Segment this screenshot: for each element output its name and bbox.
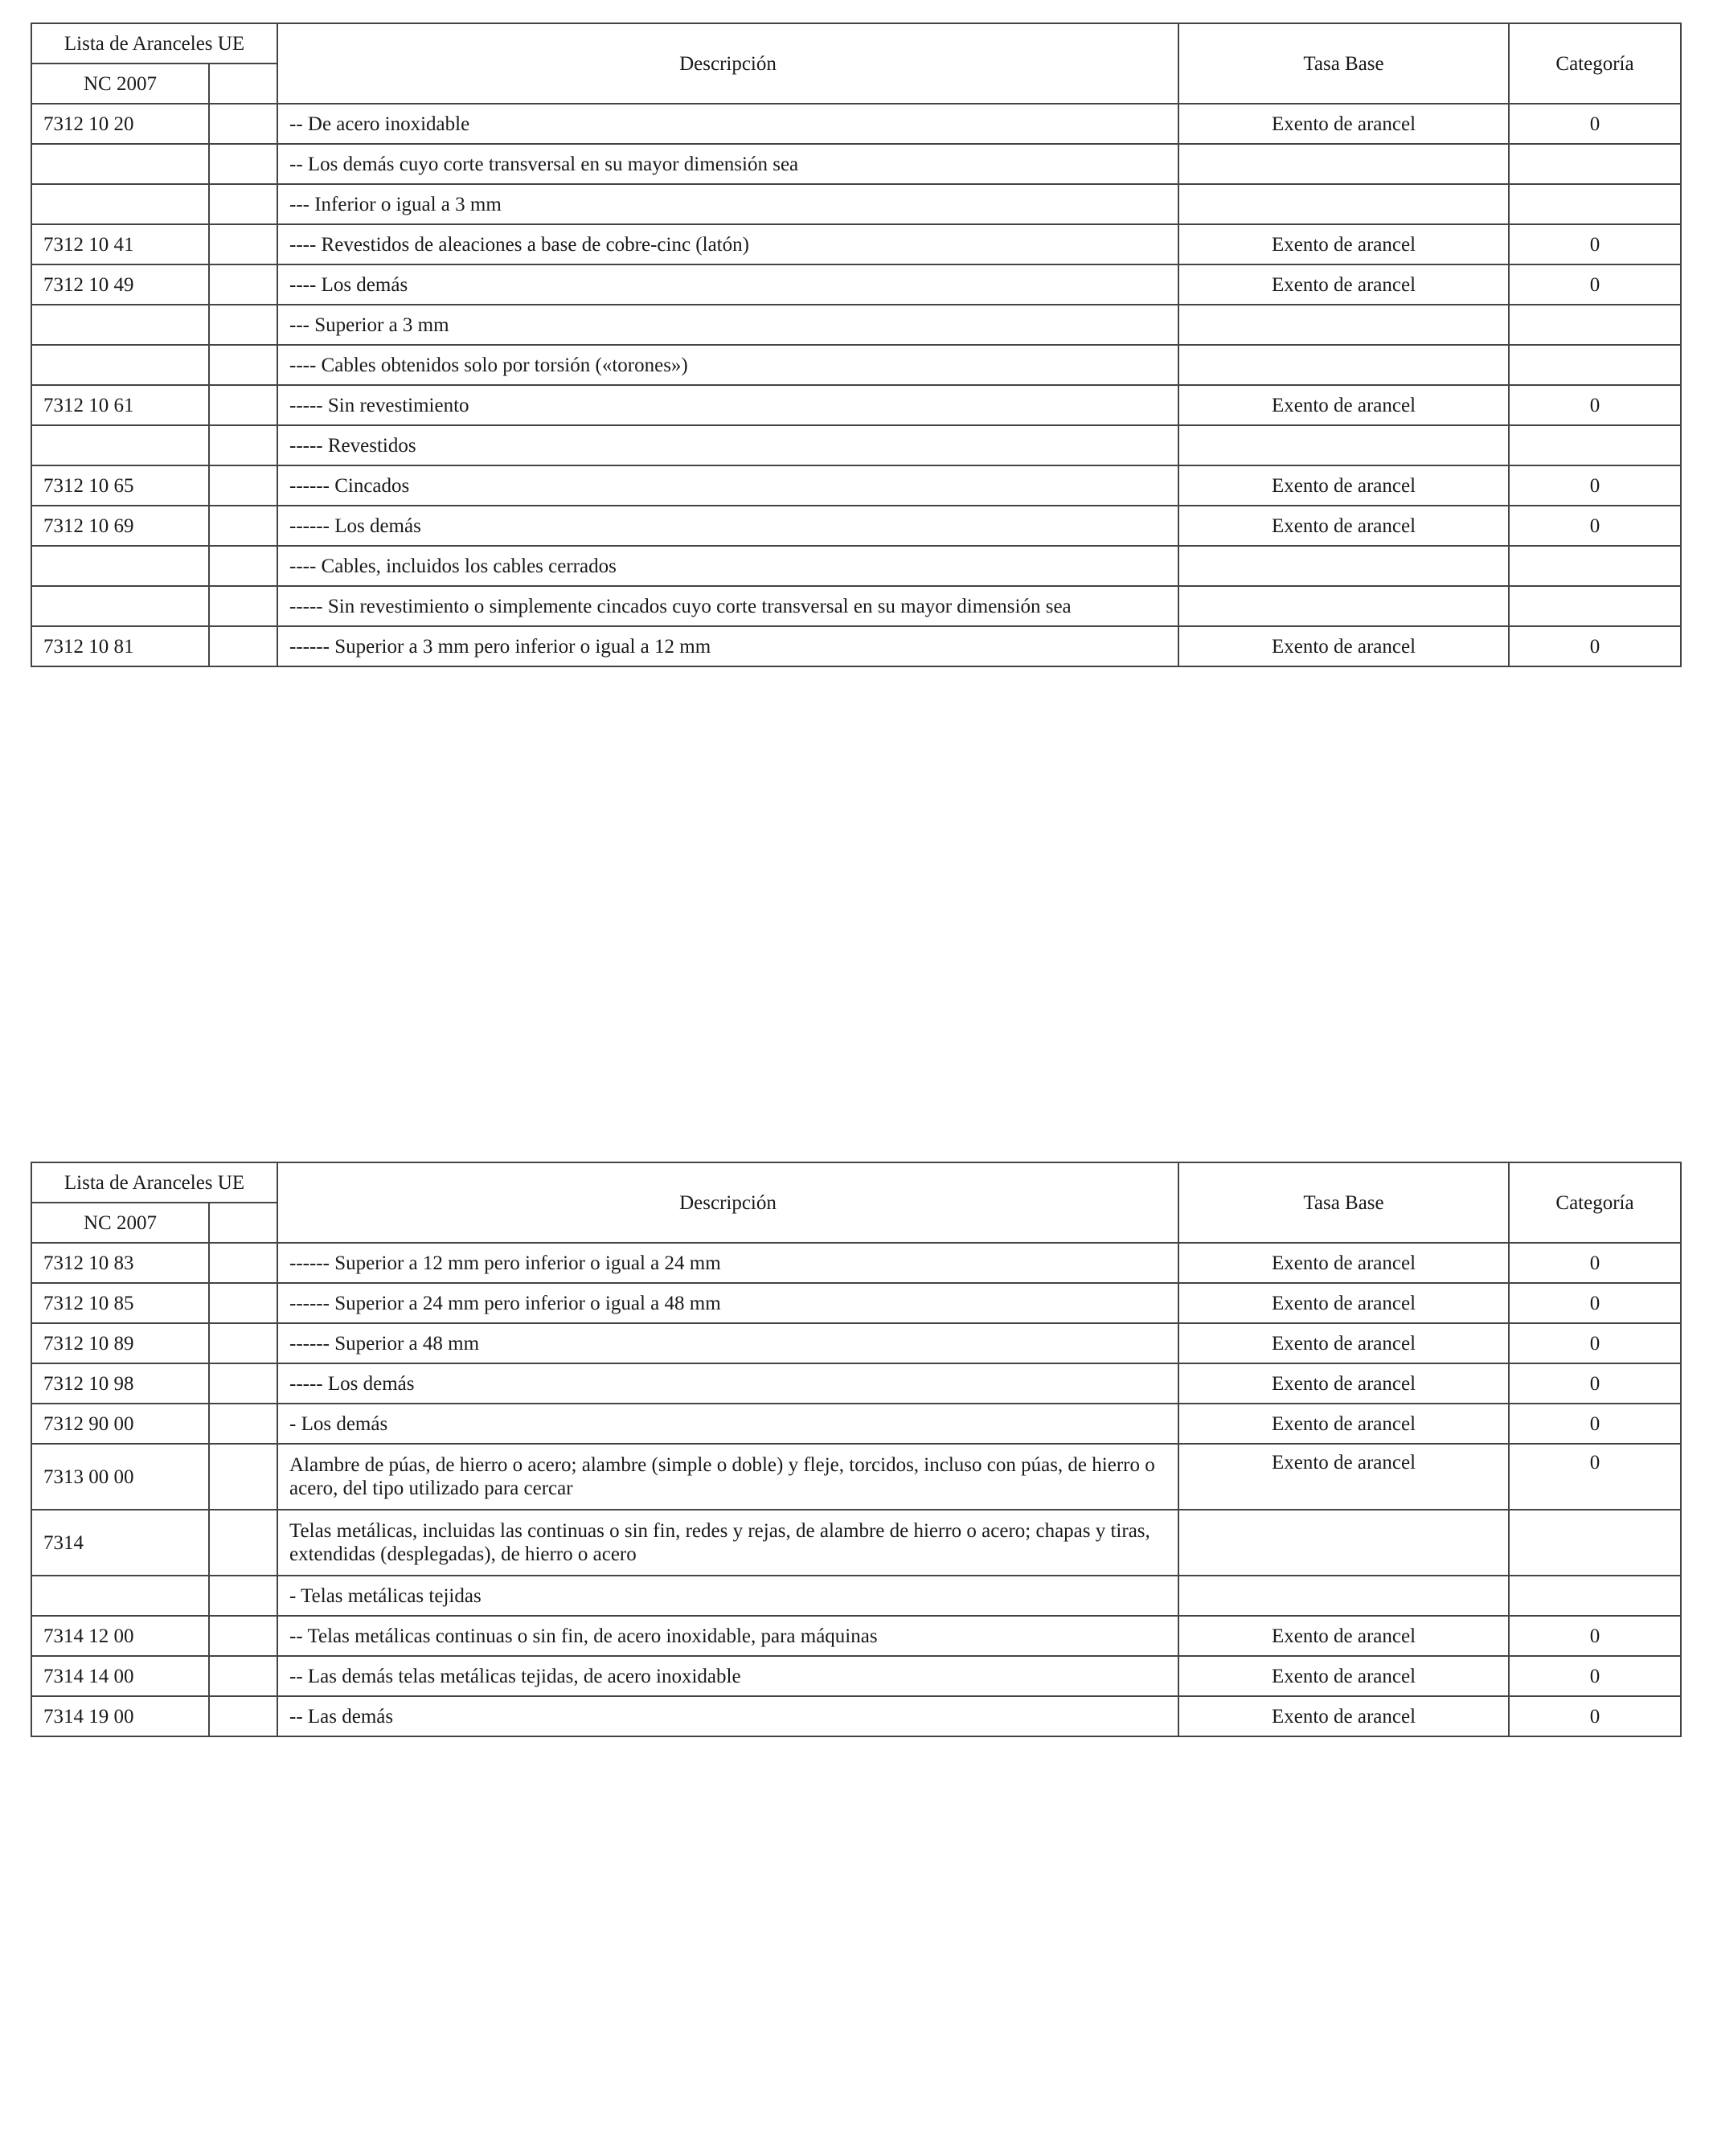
category-cell: 0 (1509, 1283, 1681, 1323)
category-cell (1509, 305, 1681, 345)
base-rate-cell (1178, 425, 1509, 465)
tariff-code-cell: 7313 00 00 (31, 1444, 209, 1510)
description-cell: ------ Cincados (277, 465, 1178, 506)
blank-cell (209, 1510, 277, 1576)
tariff-code-cell: 7312 10 81 (31, 626, 209, 666)
category-cell: 0 (1509, 1616, 1681, 1656)
category-cell: 0 (1509, 264, 1681, 305)
table-row (31, 104, 1681, 144)
tariff-code-cell: 7314 19 00 (31, 1696, 209, 1736)
description-cell: ---- Cables, incluidos los cables cerrados (277, 546, 1178, 586)
tariff-code-cell (31, 1576, 209, 1616)
header-blank (209, 64, 277, 104)
base-rate-cell (1178, 586, 1509, 626)
blank-cell (209, 425, 277, 465)
base-rate-cell: Exento de arancel (1178, 1444, 1509, 1510)
description-cell: -- Las demás telas metálicas tejidas, de acero inoxidable (277, 1656, 1178, 1696)
base-rate-cell: Exento de arancel (1178, 1616, 1509, 1656)
category-cell: 0 (1509, 104, 1681, 144)
table-row (31, 184, 1681, 224)
tariff-code-cell: 7312 10 85 (31, 1283, 209, 1323)
category-cell: 0 (1509, 1656, 1681, 1696)
header-list: Lista de Aranceles UE (31, 23, 277, 64)
tariff-table-1-body (31, 23, 1681, 666)
description-cell: ------ Superior a 48 mm (277, 1323, 1178, 1363)
table-row (31, 264, 1681, 305)
description-cell: ----- Sin revestimiento o simplemente cincados cuyo corte transversal en su mayor dimensión sea (277, 586, 1178, 626)
table-row (31, 1363, 1681, 1404)
blank-cell (209, 1656, 277, 1696)
blank-cell (209, 1696, 277, 1736)
table-row (31, 425, 1681, 465)
header-description: Descripción (277, 1162, 1178, 1243)
description-cell: ------ Superior a 24 mm pero inferior o igual a 48 mm (277, 1283, 1178, 1323)
blank-cell (209, 1283, 277, 1323)
tariff-code-cell: 7314 14 00 (31, 1656, 209, 1696)
base-rate-cell (1178, 345, 1509, 385)
category-cell: 0 (1509, 1243, 1681, 1283)
description-cell: -- De acero inoxidable (277, 104, 1178, 144)
header-rate: Tasa Base (1178, 1162, 1509, 1243)
description-cell: - Telas metálicas tejidas (277, 1576, 1178, 1616)
tariff-code-cell (31, 425, 209, 465)
blank-cell (209, 1576, 277, 1616)
table-row (31, 465, 1681, 506)
description-cell: -- Los demás cuyo corte transversal en su mayor dimensión sea (277, 144, 1178, 184)
description-cell: ----- Los demás (277, 1363, 1178, 1404)
base-rate-cell: Exento de arancel (1178, 1283, 1509, 1323)
blank-cell (209, 1616, 277, 1656)
table-row (31, 546, 1681, 586)
description-cell: Alambre de púas, de hierro o acero; alambre (simple o doble) y fleje, torcidos, incluso con púas, de hierro o acero, del tipo utilizado para cercar (277, 1444, 1178, 1510)
category-cell (1509, 345, 1681, 385)
base-rate-cell: Exento de arancel (1178, 1696, 1509, 1736)
table-row (31, 1696, 1681, 1736)
blank-cell (209, 144, 277, 184)
header-description: Descripción (277, 23, 1178, 104)
category-cell: 0 (1509, 465, 1681, 506)
base-rate-cell (1178, 546, 1509, 586)
table-row (31, 1323, 1681, 1363)
table-row (31, 1243, 1681, 1283)
base-rate-cell: Exento de arancel (1178, 506, 1509, 546)
base-rate-cell (1178, 1576, 1509, 1616)
base-rate-cell (1178, 305, 1509, 345)
tariff-code-cell: 7312 10 69 (31, 506, 209, 546)
table-row (31, 1404, 1681, 1444)
base-rate-cell: Exento de arancel (1178, 224, 1509, 264)
tariff-code-cell (31, 184, 209, 224)
category-cell (1509, 144, 1681, 184)
category-cell: 0 (1509, 224, 1681, 264)
tariff-code-cell: 7312 10 65 (31, 465, 209, 506)
tariff-code-cell: 7312 10 49 (31, 264, 209, 305)
blank-cell (209, 465, 277, 506)
tariff-table-2-body (31, 1162, 1681, 1736)
table-row (31, 1510, 1681, 1576)
tariff-code-cell: 7312 10 98 (31, 1363, 209, 1404)
blank-cell (209, 264, 277, 305)
table-row (31, 144, 1681, 184)
tariff-table-2 (31, 1162, 1682, 1737)
blank-cell (209, 184, 277, 224)
category-cell: 0 (1509, 1444, 1681, 1510)
table-row (31, 1283, 1681, 1323)
tariff-code-cell: 7314 12 00 (31, 1616, 209, 1656)
description-cell: - Los demás (277, 1404, 1178, 1444)
description-cell: ---- Cables obtenidos solo por torsión («torones») (277, 345, 1178, 385)
base-rate-cell: Exento de arancel (1178, 1243, 1509, 1283)
category-cell (1509, 425, 1681, 465)
description-cell: -- Las demás (277, 1696, 1178, 1736)
category-cell (1509, 1576, 1681, 1616)
base-rate-cell: Exento de arancel (1178, 1404, 1509, 1444)
header-nc: NC 2007 (31, 1203, 209, 1243)
base-rate-cell: Exento de arancel (1178, 626, 1509, 666)
header-row-top (31, 1162, 1681, 1203)
tariff-code-cell (31, 305, 209, 345)
tariff-code-cell: 7312 10 41 (31, 224, 209, 264)
header-blank (209, 1203, 277, 1243)
category-cell: 0 (1509, 1404, 1681, 1444)
category-cell (1509, 546, 1681, 586)
category-cell: 0 (1509, 1363, 1681, 1404)
tariff-code-cell: 7312 10 83 (31, 1243, 209, 1283)
header-rate: Tasa Base (1178, 23, 1509, 104)
blank-cell (209, 1363, 277, 1404)
table-row (31, 1656, 1681, 1696)
base-rate-cell (1178, 1510, 1509, 1576)
table-row (31, 626, 1681, 666)
table-row (31, 345, 1681, 385)
base-rate-cell (1178, 144, 1509, 184)
description-cell: ---- Los demás (277, 264, 1178, 305)
blank-cell (209, 1444, 277, 1510)
base-rate-cell: Exento de arancel (1178, 1323, 1509, 1363)
category-cell: 0 (1509, 385, 1681, 425)
description-cell: ----- Sin revestimiento (277, 385, 1178, 425)
category-cell: 0 (1509, 1323, 1681, 1363)
blank-cell (209, 1404, 277, 1444)
category-cell: 0 (1509, 506, 1681, 546)
tariff-table-1 (31, 23, 1682, 667)
tariff-code-cell (31, 546, 209, 586)
base-rate-cell: Exento de arancel (1178, 1363, 1509, 1404)
table-row (31, 586, 1681, 626)
description-cell: ------ Superior a 12 mm pero inferior o igual a 24 mm (277, 1243, 1178, 1283)
blank-cell (209, 224, 277, 264)
description-cell: --- Inferior o igual a 3 mm (277, 184, 1178, 224)
tariff-code-cell (31, 586, 209, 626)
header-category: Categoría (1509, 23, 1681, 104)
header-list: Lista de Aranceles UE (31, 1162, 277, 1203)
base-rate-cell: Exento de arancel (1178, 104, 1509, 144)
tariff-code-cell: 7312 90 00 (31, 1404, 209, 1444)
blank-cell (209, 586, 277, 626)
table-row (31, 1616, 1681, 1656)
header-nc: NC 2007 (31, 64, 209, 104)
tariff-code-cell (31, 144, 209, 184)
tariff-code-cell: 7312 10 89 (31, 1323, 209, 1363)
category-cell (1509, 586, 1681, 626)
header-row-top (31, 23, 1681, 64)
description-cell: --- Superior a 3 mm (277, 305, 1178, 345)
blank-cell (209, 104, 277, 144)
description-cell: ------ Superior a 3 mm pero inferior o igual a 12 mm (277, 626, 1178, 666)
category-cell: 0 (1509, 1696, 1681, 1736)
category-cell: 0 (1509, 626, 1681, 666)
blank-cell (209, 305, 277, 345)
category-cell (1509, 1510, 1681, 1576)
blank-cell (209, 385, 277, 425)
base-rate-cell: Exento de arancel (1178, 465, 1509, 506)
blank-cell (209, 1323, 277, 1363)
description-cell: ------ Los demás (277, 506, 1178, 546)
blank-cell (209, 506, 277, 546)
header-category: Categoría (1509, 1162, 1681, 1243)
blank-cell (209, 626, 277, 666)
blank-cell (209, 1243, 277, 1283)
table-row (31, 1444, 1681, 1510)
description-cell: ----- Revestidos (277, 425, 1178, 465)
blank-cell (209, 546, 277, 586)
base-rate-cell: Exento de arancel (1178, 1656, 1509, 1696)
tariff-code-cell (31, 345, 209, 385)
base-rate-cell (1178, 184, 1509, 224)
table-row (31, 1576, 1681, 1616)
description-cell: ---- Revestidos de aleaciones a base de cobre-cinc (latón) (277, 224, 1178, 264)
base-rate-cell: Exento de arancel (1178, 385, 1509, 425)
tariff-code-cell: 7312 10 20 (31, 104, 209, 144)
tariff-code-cell: 7312 10 61 (31, 385, 209, 425)
category-cell (1509, 184, 1681, 224)
tariff-code-cell: 7314 (31, 1510, 209, 1576)
table-row (31, 506, 1681, 546)
description-cell: -- Telas metálicas continuas o sin fin, de acero inoxidable, para máquinas (277, 1616, 1178, 1656)
description-cell: Telas metálicas, incluidas las continuas o sin fin, redes y rejas, de alambre de hierro o acero; chapas y tiras, extendidas (desplegadas), de hierro o acero (277, 1510, 1178, 1576)
table-row (31, 224, 1681, 264)
table-row (31, 385, 1681, 425)
base-rate-cell: Exento de arancel (1178, 264, 1509, 305)
blank-cell (209, 345, 277, 385)
table-row (31, 305, 1681, 345)
